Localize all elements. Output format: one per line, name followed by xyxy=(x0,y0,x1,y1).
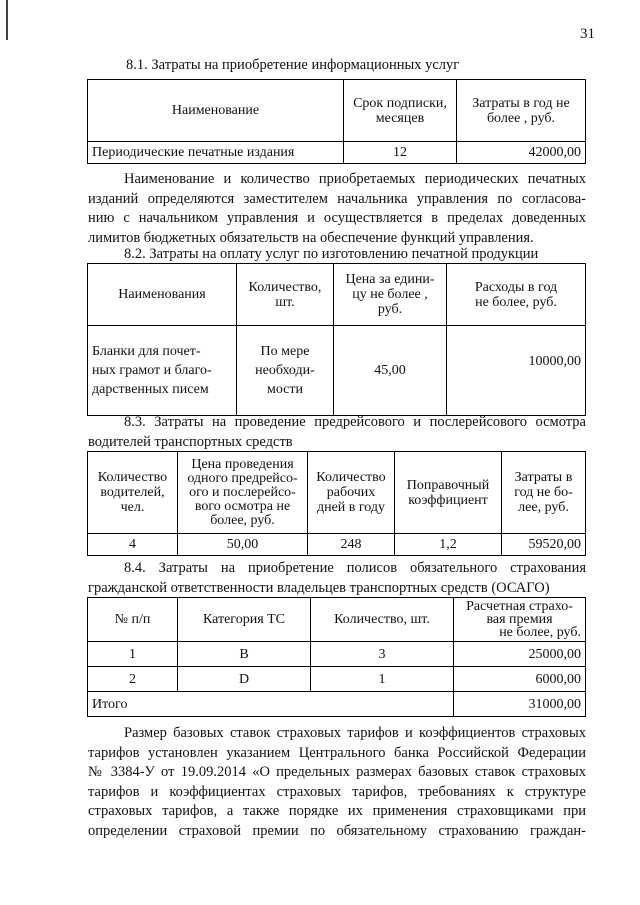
table-8-1-header-cost: Затраты в год не более , руб. xyxy=(457,80,586,142)
table-8-1 xyxy=(87,79,586,164)
section-8-2-heading: 8.2. Затраты на оплату услуг по изготовлению печатной продукции xyxy=(124,246,539,262)
table-8-4-header-category: Категория ТС xyxy=(178,598,311,642)
table-8-4-cell-number: 1 xyxy=(88,642,178,667)
table-8-3-header-days: Количество рабочих дней в году xyxy=(308,452,395,534)
table-8-2-cell-cost: 10000,00 xyxy=(447,326,586,416)
table-8-4 xyxy=(87,597,586,717)
table-8-3-cell-coef: 1,2 xyxy=(395,534,502,556)
paragraph-2-line: Размер базовых ставок страховых тарифов и коэффициентов страховых xyxy=(124,725,586,741)
table-8-4-total-value: 31000,00 xyxy=(454,692,586,717)
table-8-4-cell-premium: 6000,00 xyxy=(454,667,586,692)
table-8-3-cell-cost: 59520,00 xyxy=(502,534,586,556)
table-8-3-header-drivers: Количество водителей, чел. xyxy=(88,452,178,534)
section-8-4-heading: 8.4. Затраты на приобретение полисов обязательного страхования гражданской ответственности владельцев транспортных средств (ОСАГО) xyxy=(88,560,586,596)
table-8-1-header-term: Срок подписки, месяцев xyxy=(344,80,457,142)
table-8-2-cell-qty: По мере необходи- мости xyxy=(237,326,334,416)
table-8-4-cell-qty: 1 xyxy=(311,667,454,692)
table-8-2 xyxy=(87,263,586,416)
table-8-3-header-coef: Поправочный коэффициент xyxy=(395,452,502,534)
paragraph-1-line: нию с начальником управления и осуществляется в пределах доведенных xyxy=(88,210,586,226)
table-8-1-cell-name: Периодические печатные издания xyxy=(88,142,344,164)
table-8-3-header-cost: Затраты в год не бо- лее, руб. xyxy=(502,452,586,534)
table-8-1-cell-term: 12 xyxy=(344,142,457,164)
section-8-3-heading: 8.3. Затраты на проведение предрейсового и послерейсового осмотра водителей транспортных средств xyxy=(88,414,586,450)
paragraph-2 xyxy=(88,724,586,841)
table-8-4-header-qty: Количество, шт. xyxy=(311,598,454,642)
table-8-2-cell-price: 45,00 xyxy=(334,326,447,416)
paragraph-1-line: изданий определяются заместителем начальника управления по согласова- xyxy=(88,190,586,207)
table-8-3-cell-days: 248 xyxy=(308,534,395,556)
table-8-4-header-number: № п/п xyxy=(88,598,178,642)
paragraph-2-line: страховых тарифов, а также порядке их применения страховщиками при xyxy=(88,803,586,819)
table-8-4-cell-number: 2 xyxy=(88,667,178,692)
paragraph-2-line: тарифов установлен указанием Центрального банка Российской Федерации xyxy=(88,744,586,761)
page-edge-mark xyxy=(6,0,8,40)
table-8-3-header-price: Цена проведения одного предрейсо- ого и послерейсо- вого осмотра не более, руб. xyxy=(178,452,308,534)
table-8-4-total-label: Итого xyxy=(88,692,454,717)
table-8-4-cell-category: B xyxy=(178,642,311,667)
paragraph-2-line: тарифов и коэффициентах страховых тарифов, требованиях к структуре xyxy=(88,783,586,800)
paragraph-1 xyxy=(88,170,586,248)
paragraph-1-line: лимитов бюджетных обязательств на обеспечение функций управления. xyxy=(88,229,534,246)
table-8-3-cell-price: 50,00 xyxy=(178,534,308,556)
table-8-3 xyxy=(87,451,586,556)
table-8-4-cell-qty: 3 xyxy=(311,642,454,667)
table-8-4-header-premium: Расчетная страхо- вая премия не более, руб. xyxy=(454,598,586,642)
table-8-2-header-qty: Количество, шт. xyxy=(237,264,334,326)
table-8-3-cell-drivers: 4 xyxy=(88,534,178,556)
table-8-1-cell-cost: 42000,00 xyxy=(457,142,586,164)
table-8-2-header-name: Наименования xyxy=(88,264,237,326)
section-8-1-heading: 8.1. Затраты на приобретение информационных услуг xyxy=(126,57,460,73)
page-number: 31 xyxy=(580,26,595,42)
paragraph-2-line: определении страховой премии по обязательному страхованию граждан- xyxy=(88,822,586,839)
paragraph-2-line: № 3384-У от 19.09.2014 «О предельных размерах базовых ставок страховых xyxy=(88,764,586,780)
table-8-4-cell-category: D xyxy=(178,667,311,692)
table-8-2-cell-name: Бланки для почет- ных грамот и благо- дарственных писем xyxy=(88,326,237,416)
table-8-4-cell-premium: 25000,00 xyxy=(454,642,586,667)
paragraph-1-line: Наименование и количество приобретаемых периодических печатных xyxy=(124,171,586,187)
table-8-1-header-name: Наименование xyxy=(88,80,344,142)
table-8-2-header-cost: Расходы в год не более, руб. xyxy=(447,264,586,326)
table-8-2-header-price: Цена за едини- цу не более , руб. xyxy=(334,264,447,326)
